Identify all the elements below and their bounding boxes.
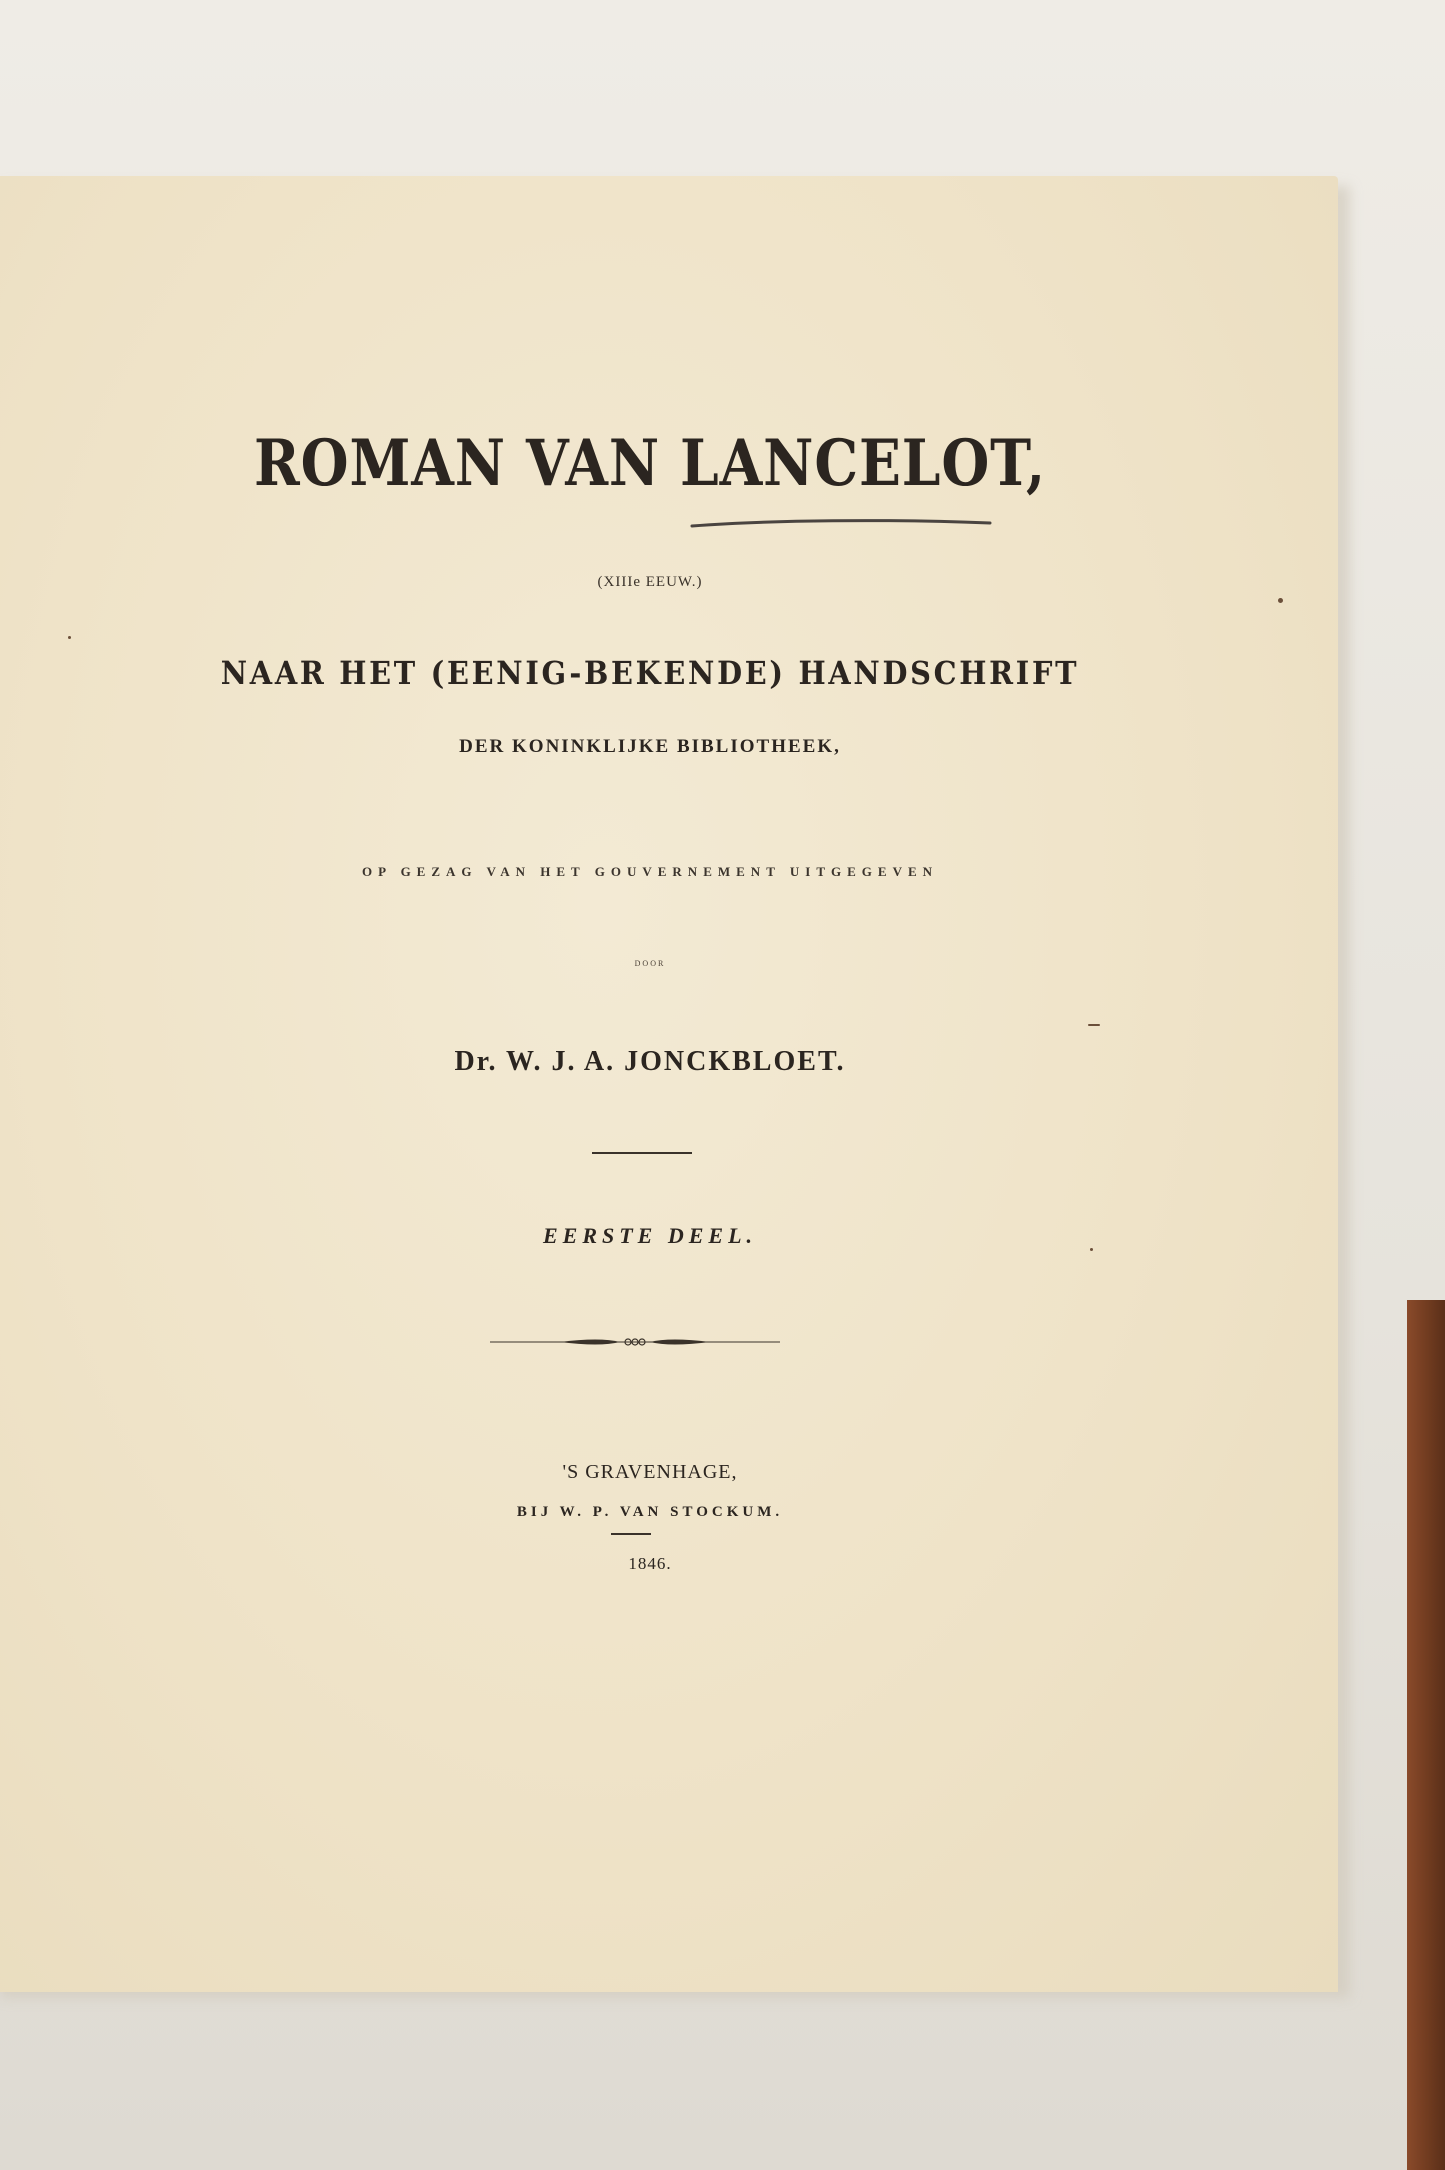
- imprint-year: 1846.: [628, 1554, 672, 1573]
- title-page-content: [0, 176, 1338, 1992]
- by-line: DOOR: [634, 959, 666, 968]
- subtitle: NAAR HET (EENIG-BEKENDE) HANDSCHRIFT: [220, 654, 1080, 692]
- library-line: DER KONINKLIJKE BIBLIOTHEEK,: [459, 736, 841, 757]
- imprint-publisher: BIJ W. P. VAN STOCKUM.: [516, 1504, 784, 1520]
- authority-line: OP GEZAG VAN HET GOUVERNEMENT UITGEGEVEN: [361, 864, 939, 879]
- paper-speck: [1278, 598, 1283, 603]
- paper-speck: [1090, 1248, 1093, 1251]
- century-note: (XIIIe EEUW.): [597, 574, 703, 590]
- volume-label: EERSTE DEEL.: [542, 1223, 758, 1248]
- title-page: [0, 176, 1338, 1992]
- paper-speck: [68, 636, 71, 639]
- imprint-rule: [611, 1533, 651, 1535]
- short-rule: [592, 1152, 692, 1154]
- table-edge: [1407, 1300, 1445, 2170]
- paper-speck: [1088, 1024, 1100, 1026]
- ornament-divider: [490, 1334, 780, 1350]
- book-title: ROMAN VAN LANCELOT,: [254, 426, 1046, 501]
- imprint-city: 'S GRAVENHAGE,: [562, 1461, 738, 1483]
- author-name: Dr. W. J. A. JONCKBLOET.: [454, 1046, 846, 1077]
- pencil-underline: [690, 514, 1000, 534]
